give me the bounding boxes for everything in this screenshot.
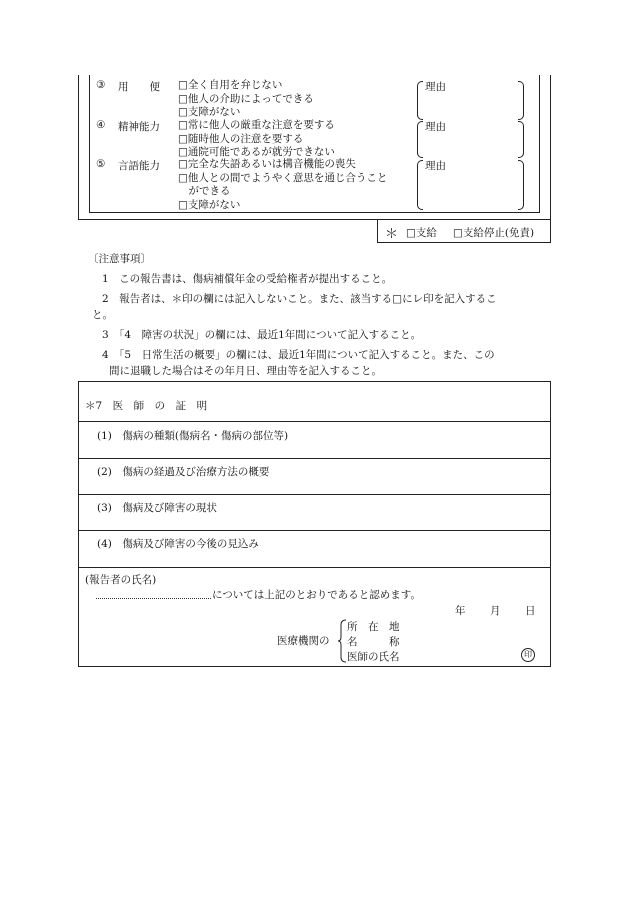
note-line: 2 報告者は、＊印の欄には記入しないこと。また、該当する□にレ印を記入するこ [102, 293, 497, 305]
institution-name-label: 名 称 [347, 636, 400, 648]
option-checkbox[interactable]: □他人との間でようやく意思を通じ合うこと [178, 171, 388, 184]
doctor-name-label: 医師の氏名 [347, 651, 400, 663]
certification-text: については上記のとおりであると認めます。 [212, 589, 421, 601]
payment-stop-checkbox[interactable]: □支給停止(免責) [453, 227, 535, 239]
reason-bracket-right [518, 121, 524, 158]
option-text-continuation: ができる [178, 185, 231, 197]
reporter-name-field[interactable] [96, 598, 211, 599]
institution-address-label: 所 在 地 [347, 621, 400, 633]
option-checkbox[interactable]: □他人の介助によってできる [178, 92, 314, 105]
condition-label-toilet: 用 便 [118, 81, 160, 93]
payment-box-bottom-border [377, 242, 551, 243]
medical-institution-label: 医療機関の [277, 635, 330, 647]
condition-number-4: ④ [96, 119, 106, 131]
reason-bracket-left [417, 160, 423, 210]
reason-bracket-left [417, 121, 423, 158]
inner-bottom-border [89, 212, 540, 213]
reason-bracket-left [417, 81, 423, 120]
payment-grant-checkbox[interactable]: □支給 [406, 227, 437, 239]
option-checkbox[interactable]: □完全な失語あるいは構音機能の喪失 [178, 158, 356, 170]
reason-label: 理由 [425, 160, 446, 172]
doctor-item-4: (4) 傷病及び障害の今後の見込み [97, 538, 259, 550]
outer-left-border [78, 75, 79, 219]
section-divider [78, 567, 550, 568]
outer-right-border [550, 75, 551, 243]
inner-left-border [89, 75, 90, 212]
option-checkbox[interactable]: □支障がない [178, 198, 241, 211]
reporter-name-label: (報告者の氏名) [85, 574, 157, 586]
payment-box-left-border [377, 219, 378, 243]
option-checkbox[interactable]: □通院可能であるが就労できない [178, 146, 335, 158]
note-line: 1 この報告書は、傷病補償年金の受給権者が提出すること。 [102, 273, 393, 285]
date-month: 月 [490, 605, 501, 617]
doctor-item-1: (1) 傷病の種類(傷病名・傷病の部位等) [97, 430, 289, 442]
notes-title: 〔注意事項〕 [88, 253, 151, 265]
seal-mark: 印 [521, 648, 535, 662]
doctor-item-2: (2) 傷病の経過及び治療方法の概要 [97, 466, 270, 478]
condition-label-speech: 言語能力 [118, 160, 160, 172]
date-day: 日 [525, 605, 536, 617]
option-checkbox[interactable]: □全く自用を弁じない [178, 79, 283, 91]
reason-bracket-right [518, 160, 524, 210]
note-line: と。 [92, 309, 113, 321]
outer-bottom-border [78, 219, 551, 220]
option-checkbox[interactable]: □支障がない [178, 106, 241, 118]
reason-label: 理由 [425, 121, 446, 133]
doctor-item-3: (3) 傷病及び障害の現状 [97, 502, 217, 514]
note-line: 3 「4 障害の状況」の欄には、最近1年間について記入すること。 [102, 329, 422, 341]
doctor-certification-title: ＊7 医 師 の 証 明 [85, 400, 208, 412]
institution-brace [337, 619, 347, 663]
section-divider [78, 494, 550, 495]
condition-number-5: ⑤ [96, 158, 106, 170]
note-line: 間に退職した場合はその年月日、理由等を記入すること。 [109, 365, 382, 377]
section-divider [78, 458, 550, 459]
condition-options-toilet [178, 79, 314, 120]
condition-label-mental: 精神能力 [118, 121, 160, 133]
section-divider [78, 421, 550, 422]
inner-right-border [539, 75, 540, 212]
reason-label: 理由 [425, 81, 446, 93]
option-checkbox[interactable]: □常に他人の厳重な注意を要する [178, 119, 335, 131]
condition-number-3: ③ [96, 79, 106, 91]
option-checkbox[interactable]: □随時他人の注意を要する [178, 132, 304, 145]
note-line: 4 「5 日常生活の概要」の欄には、最近1年間について記入すること。また、この [102, 349, 495, 361]
section-divider [78, 530, 550, 531]
doctor-certification-box [78, 381, 551, 667]
condition-options-speech [178, 158, 387, 212]
reason-bracket-right [518, 81, 524, 120]
date-year: 年 [455, 605, 466, 617]
star-mark: ＊ [385, 227, 399, 242]
condition-options-mental [178, 119, 335, 160]
